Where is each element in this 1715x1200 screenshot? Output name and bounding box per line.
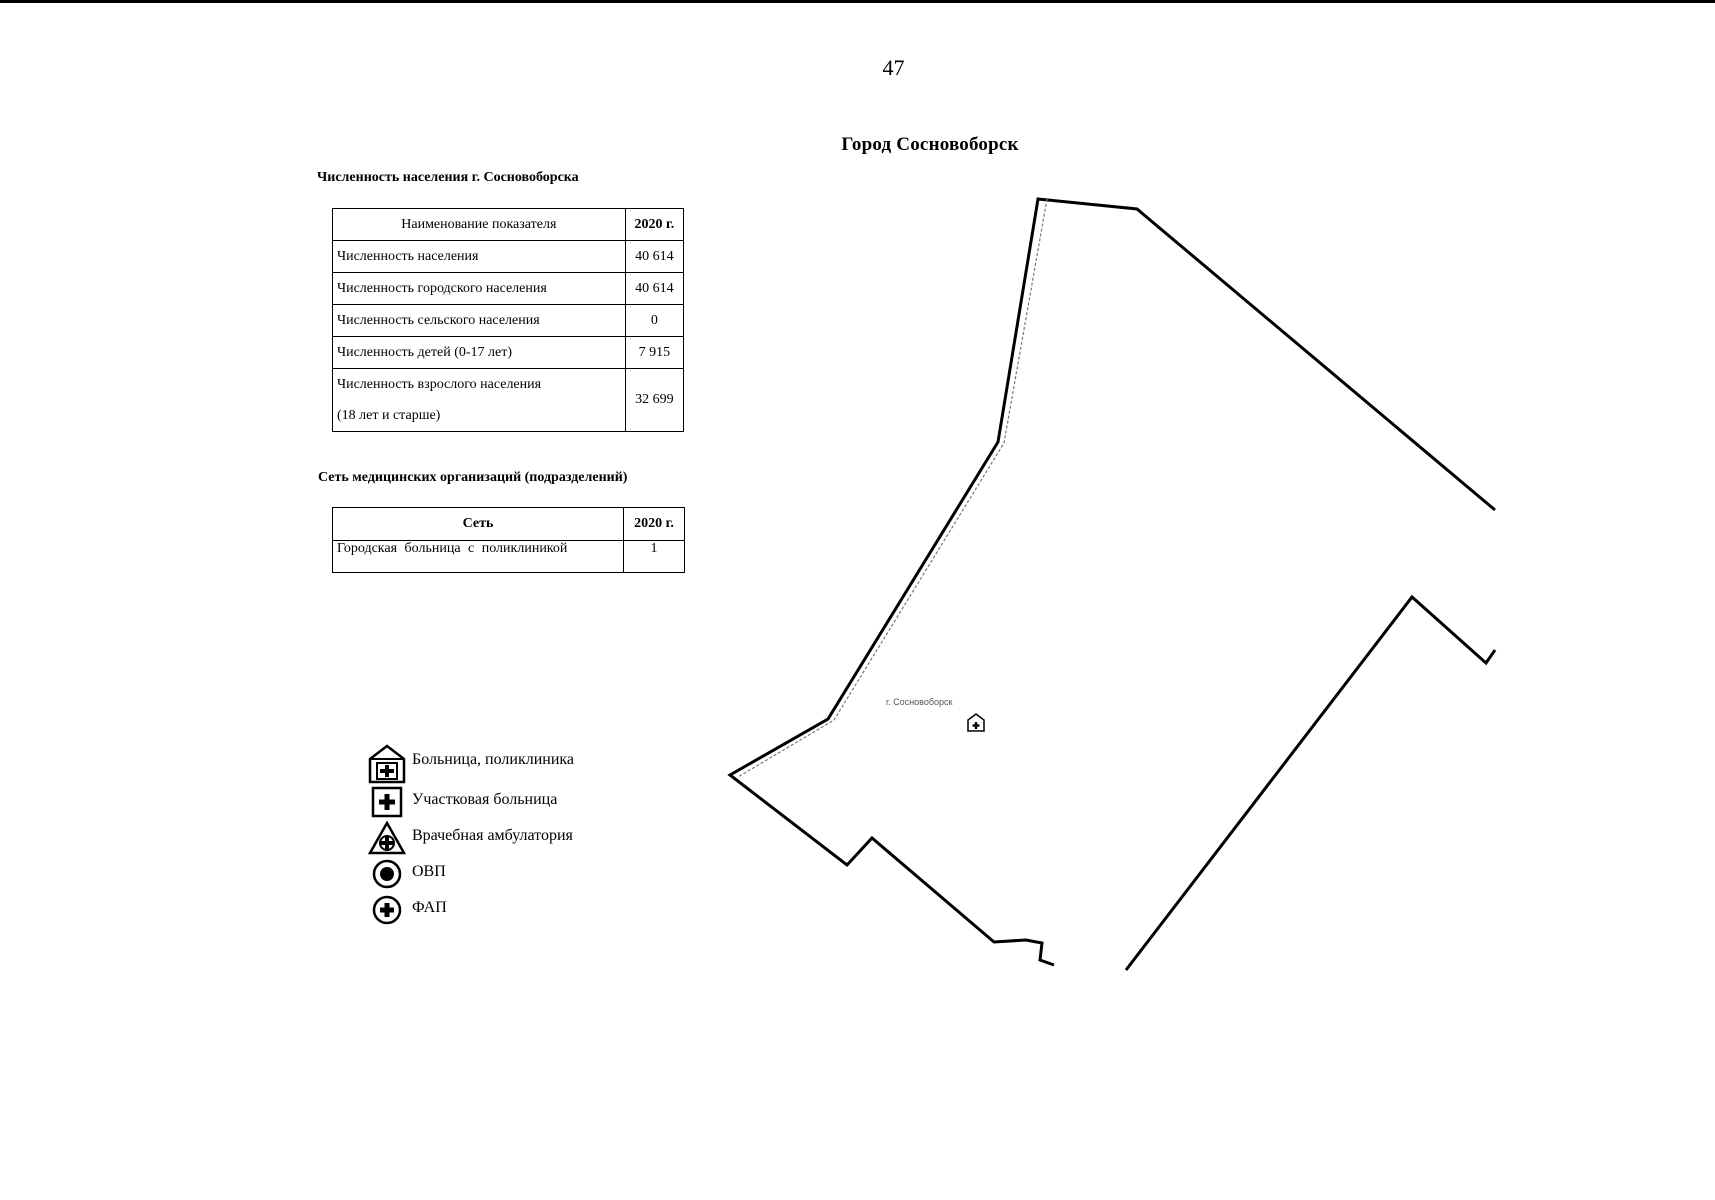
row-value: 0 <box>625 305 683 337</box>
legend-label: Участковая больница <box>412 791 558 808</box>
column-header-network: Сеть <box>333 508 624 541</box>
row-label: Городская больница с поликлиникой <box>333 541 624 573</box>
row-label-line-2: (18 лет и старше) <box>337 408 441 423</box>
population-section-title: Численность населения г. Сосновоборска <box>317 170 579 185</box>
city-boundary-inner-line <box>738 199 1047 777</box>
page-number: 47 <box>882 55 905 80</box>
map-title: Город Сосновоборск <box>841 134 1019 155</box>
legend-label: ФАП <box>412 899 447 916</box>
row-value: 40 614 <box>625 273 683 305</box>
row-value: 32 699 <box>625 369 683 432</box>
row-label: Численность детей (0-17 лет) <box>333 337 626 369</box>
column-header-year: 2020 г. <box>624 508 685 541</box>
row-value: 40 614 <box>625 241 683 273</box>
row-label: Численность населения <box>333 241 626 273</box>
map-place-label: г. Сосновоборск <box>886 697 953 707</box>
row-label: Численность сельского населения <box>333 305 626 337</box>
legend-label: ОВП <box>412 863 446 880</box>
row-label-line-1: Численность взрослого населения <box>337 377 542 392</box>
legend-label: Врачебная амбулатория <box>412 827 573 844</box>
network-section-title: Сеть медицинских организаций (подразделений) <box>318 470 628 485</box>
city-boundary-line <box>730 199 1495 965</box>
column-header-indicator: Наименование показателя <box>333 209 626 241</box>
city-boundary-line-east <box>1126 597 1495 970</box>
map-hospital-marker <box>966 713 986 738</box>
hospital-polyclinic-icon <box>966 713 986 733</box>
legend-label: Больница, поликлиника <box>412 751 575 768</box>
row-label: Численность городского населения <box>333 273 626 305</box>
row-value: 1 <box>624 541 685 573</box>
column-header-year: 2020 г. <box>625 209 683 241</box>
row-value: 7 915 <box>625 337 683 369</box>
